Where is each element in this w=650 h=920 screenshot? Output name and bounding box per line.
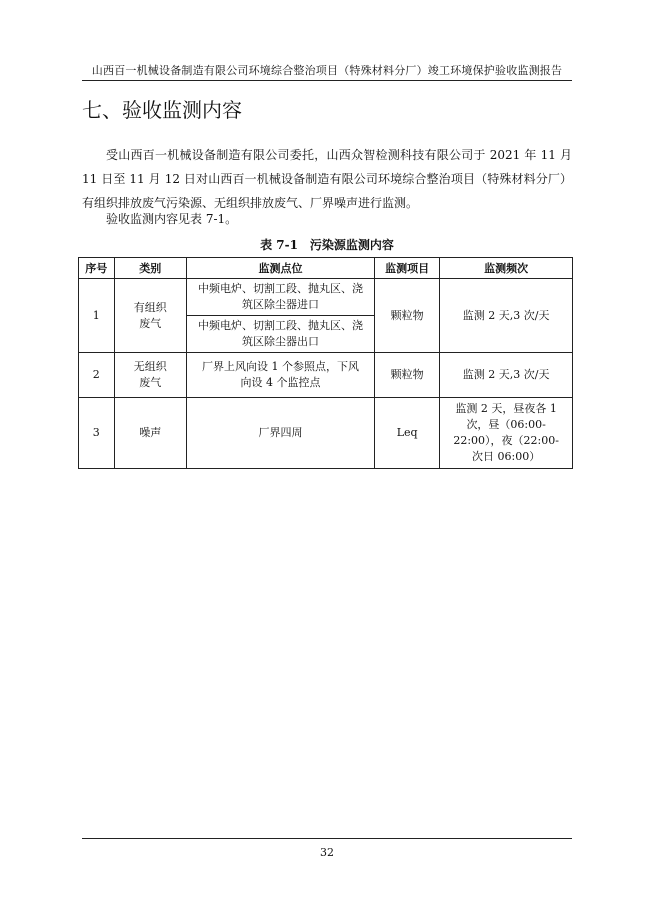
header-frequency: 监测频次 — [440, 258, 573, 279]
page-number: 32 — [320, 846, 334, 859]
monitoring-content-table — [78, 257, 573, 469]
header-item: 监测项目 — [375, 258, 440, 279]
table-reference-paragraph: 验收监测内容见表 7-1。 — [106, 212, 238, 226]
cell-frequency: 监测 2 天,3 次/天 — [440, 279, 573, 353]
header-category: 类别 — [114, 258, 186, 279]
cell-category: 噪声 — [114, 398, 186, 469]
header-no: 序号 — [79, 258, 115, 279]
cell-no: 3 — [79, 398, 115, 469]
cell-location: 中频电炉、切割工段、抛丸区、浇筑区除尘器进口 — [186, 279, 374, 316]
cell-category: 有组织废气 — [114, 279, 186, 353]
table-caption: 表 7-1 污染源监测内容 — [260, 238, 394, 252]
table-row — [79, 279, 573, 316]
table-row — [79, 353, 573, 398]
table-header-row — [79, 258, 573, 279]
cell-location: 中频电炉、切割工段、抛丸区、浇筑区除尘器出口 — [186, 316, 374, 353]
cell-item: 颗粒物 — [375, 279, 440, 353]
cell-frequency: 监测 2 天,3 次/天 — [440, 353, 573, 398]
section-title: 七、验收监测内容 — [82, 98, 242, 122]
cell-location: 厂界四周 — [186, 398, 374, 469]
intro-paragraph: 受山西百一机械设备制造有限公司委托，山西众智检测科技有限公司于 2021 年 11 月 11 日至 11 月 12 日对山西百一机械设备制造有限公司环境综合整治项目（特殊材料分厂）有组织排放废气污染源、无组织排放废气、厂界噪声进行监测。 — [82, 148, 572, 210]
header-location: 监测点位 — [186, 258, 374, 279]
cell-no: 1 — [79, 279, 115, 353]
cell-location: 厂界上风向设 1 个参照点，下风向设 4 个监控点 — [186, 353, 374, 398]
cell-item: 颗粒物 — [375, 353, 440, 398]
cell-frequency: 监测 2 天，昼夜各 1 次，昼（06:00-22:00），夜（22:00-次日 06:00） — [440, 398, 573, 469]
cell-category: 无组织废气 — [114, 353, 186, 398]
header-divider — [82, 80, 572, 81]
running-header: 山西百一机械设备制造有限公司环境综合整治项目（特殊材料分厂）竣工环境保护验收监测报告 — [91, 64, 563, 77]
table-row — [79, 398, 573, 469]
footer-divider — [82, 838, 572, 839]
cell-no: 2 — [79, 353, 115, 398]
cell-item: Leq — [375, 398, 440, 469]
